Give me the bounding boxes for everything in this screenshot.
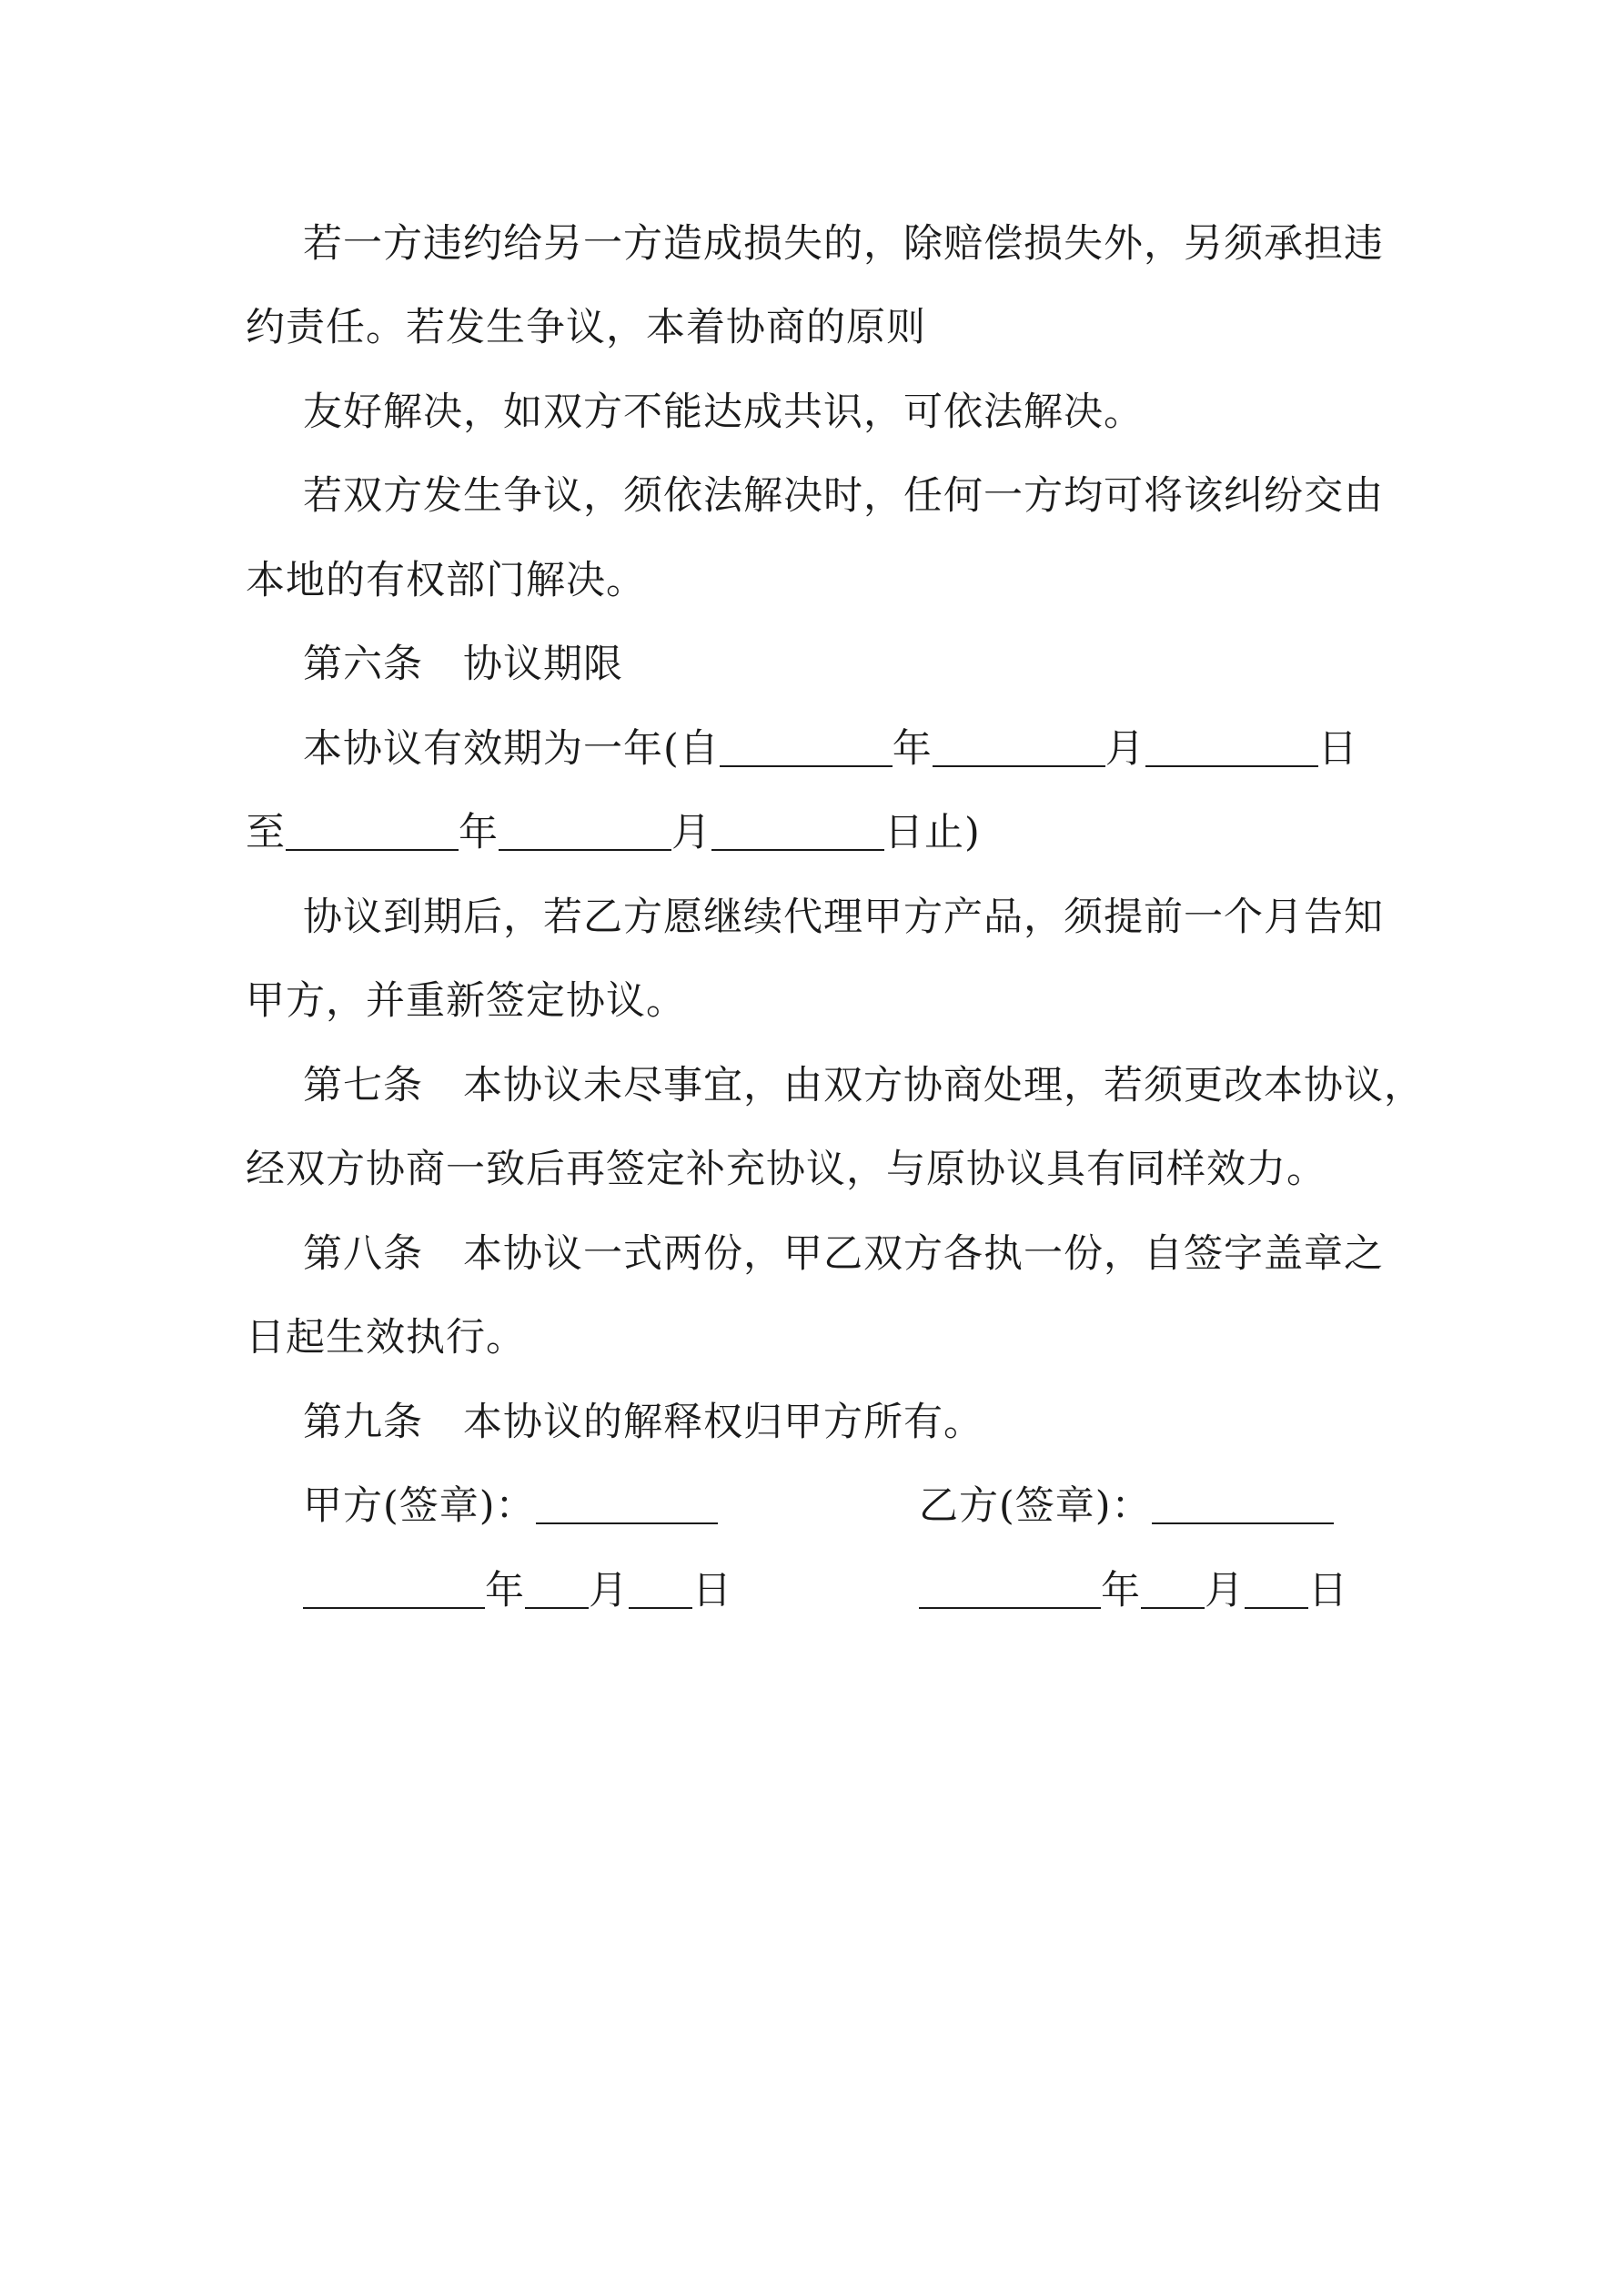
party-a-date bbox=[303, 1563, 732, 1618]
term-year: 年 bbox=[459, 810, 499, 855]
date-blank bbox=[1141, 1571, 1205, 1609]
blank-field bbox=[711, 813, 884, 851]
term-day: 日 bbox=[1317, 726, 1358, 772]
date-blank bbox=[525, 1571, 589, 1609]
paragraph-line: 第七条 本协议未尽事宜，由双方协商处理，若须更改本协议， bbox=[303, 1063, 1424, 1108]
term-day: 日止) bbox=[884, 810, 981, 855]
date-day: 日 bbox=[1308, 1568, 1348, 1613]
party-a-label: 甲方(签章)： bbox=[303, 1483, 536, 1529]
party-b-label: 乙方(签章)： bbox=[919, 1483, 1152, 1529]
paragraph-line: 本地的有权部门解决。 bbox=[246, 558, 646, 603]
article-heading: 第六条 协议期限 bbox=[303, 642, 623, 687]
party-b-date bbox=[919, 1563, 1348, 1618]
term-year: 年 bbox=[892, 726, 933, 772]
paragraph-line: 友好解决，如双方不能达成共识，可依法解决。 bbox=[303, 389, 1144, 435]
party-a-signature-blank bbox=[536, 1486, 718, 1524]
blank-field bbox=[499, 813, 671, 851]
term-month: 月 bbox=[671, 810, 711, 855]
blank-field bbox=[720, 729, 893, 767]
term-month: 月 bbox=[1105, 726, 1145, 772]
date-blank bbox=[919, 1571, 1101, 1609]
date-year: 年 bbox=[485, 1568, 525, 1613]
party-b-signature-blank bbox=[1152, 1486, 1334, 1524]
paragraph-line: 约责任。若发生争议，本着协商的原则 bbox=[246, 305, 926, 350]
paragraph-line: 协议到期后，若乙方愿继续代理甲方产品，须提前一个月告知 bbox=[303, 895, 1384, 940]
term-line-end bbox=[246, 805, 981, 860]
date-day: 日 bbox=[692, 1568, 732, 1613]
paragraph-line: 若一方违约给另一方造成损失的，除赔偿损失外，另须承担违 bbox=[303, 221, 1384, 267]
party-a-signature bbox=[303, 1479, 718, 1533]
term-line-start bbox=[303, 722, 1358, 776]
party-b-signature bbox=[919, 1479, 1334, 1533]
paragraph-line: 甲方，并重新签定协议。 bbox=[246, 978, 686, 1024]
blank-field bbox=[1145, 729, 1318, 767]
blank-field bbox=[933, 729, 1105, 767]
blank-field bbox=[286, 813, 459, 851]
date-month: 月 bbox=[1205, 1568, 1245, 1613]
date-blank bbox=[1245, 1571, 1308, 1609]
date-year: 年 bbox=[1101, 1568, 1141, 1613]
term-text: 至 bbox=[246, 810, 286, 855]
paragraph-line: 经双方协商一致后再签定补充协议，与原协议具有同样效力。 bbox=[246, 1147, 1326, 1192]
paragraph-line: 若双方发生争议，须依法解决时，任何一方均可将该纠纷交由 bbox=[303, 473, 1384, 519]
date-month: 月 bbox=[589, 1568, 629, 1613]
term-text: 本协议有效期为一年(自 bbox=[303, 726, 720, 772]
paragraph-line: 第八条 本协议一式两份，甲乙双方各执一份，自签字盖章之 bbox=[303, 1231, 1384, 1277]
paragraph-line: 日起生效执行。 bbox=[246, 1315, 526, 1360]
paragraph-line: 第九条 本协议的解释权归甲方所有。 bbox=[303, 1400, 983, 1445]
date-blank bbox=[303, 1571, 485, 1609]
date-blank bbox=[629, 1571, 692, 1609]
